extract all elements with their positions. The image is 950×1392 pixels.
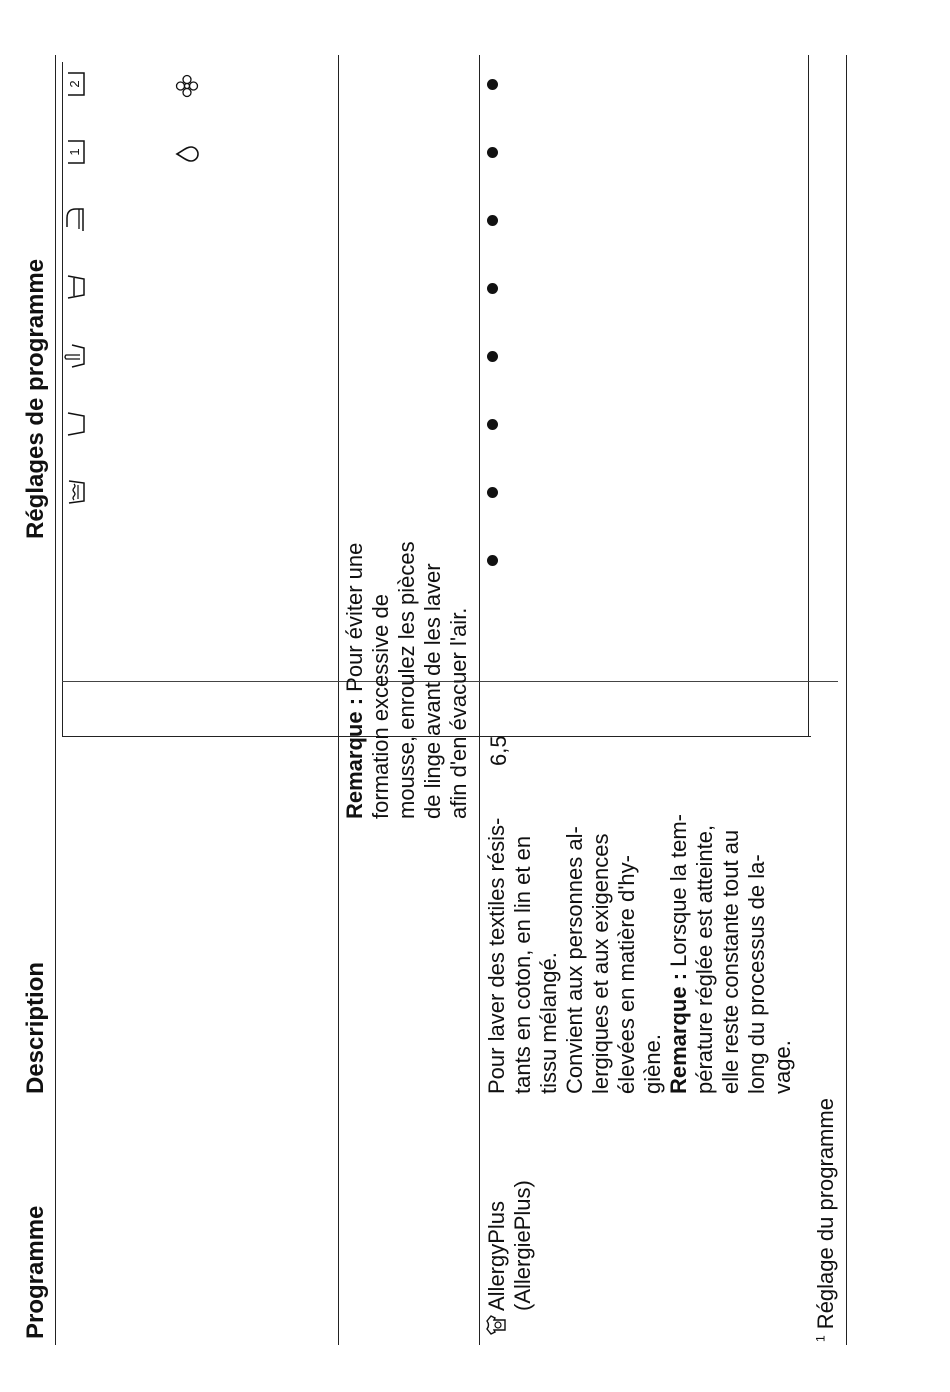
row2-programme-name bbox=[484, 1180, 536, 1311]
row2-desc-line: giène. bbox=[640, 1034, 665, 1094]
row1-note-line: Pour éviter une bbox=[342, 542, 367, 698]
settings-header: Réglages de programme bbox=[22, 258, 49, 539]
setting-bullet bbox=[487, 215, 498, 226]
row2-note-line: pérature réglée est atteinte, bbox=[692, 824, 717, 1094]
description-header: Description bbox=[22, 961, 49, 1094]
row2-desc-line: Convient aux personnes al- bbox=[562, 826, 587, 1094]
footnote-border bbox=[846, 55, 847, 1345]
option-1-icon bbox=[60, 137, 90, 167]
row2-note-line: long du processus de la- bbox=[744, 854, 769, 1094]
row1-note-line: mousse, enroulez les pièces bbox=[394, 541, 419, 819]
svg-text:2: 2 bbox=[67, 80, 82, 88]
row2-note-line: vage. bbox=[770, 1040, 795, 1094]
row1-note bbox=[342, 541, 472, 819]
programme-header: Programme bbox=[22, 1205, 49, 1339]
row2-note-line: elle reste constante tout au bbox=[718, 829, 743, 1094]
row2-programme-line1: AllergyPlus bbox=[484, 1200, 509, 1311]
eco-bowl-icon bbox=[60, 477, 90, 507]
row2-desc-line: lergiques et aux exigences bbox=[588, 833, 613, 1094]
setting-bullet bbox=[487, 419, 498, 430]
row1-note-line: de linge avant de les laver bbox=[420, 563, 445, 819]
footnote-mark: 1 bbox=[813, 1335, 828, 1342]
row2-load-value: 6,5 bbox=[486, 735, 511, 766]
soak-bowl-icon bbox=[60, 272, 90, 302]
row1-note-line: formation excessive de bbox=[368, 594, 393, 819]
row2-desc-line: Pour laver des textiles résis- bbox=[484, 817, 509, 1094]
row2-note-label: Remarque : bbox=[666, 972, 691, 1094]
hand-wash-icon bbox=[60, 341, 90, 371]
setting-bullet bbox=[487, 283, 498, 294]
row2-desc-line: tissu mélangé. bbox=[536, 952, 561, 1094]
row2-description bbox=[484, 814, 796, 1094]
table-top-border bbox=[55, 55, 56, 1345]
setting-bullet bbox=[487, 351, 498, 362]
setting-bullet bbox=[487, 487, 498, 498]
row-divider-2 bbox=[479, 55, 480, 1345]
footnote bbox=[813, 1098, 839, 1342]
row2-note-line: Lorsque la tem- bbox=[666, 813, 691, 973]
flower-icon bbox=[174, 73, 200, 99]
setting-bullet bbox=[487, 555, 498, 566]
row1-note-label: Remarque : bbox=[342, 697, 367, 819]
bowl-icon bbox=[60, 409, 90, 439]
row1-note-line: afin d'en évacuer l'air. bbox=[446, 607, 471, 819]
table-bottom-border bbox=[808, 55, 809, 737]
row2-programme-line2: (AllergiePlus) bbox=[510, 1180, 535, 1311]
setting-bullet bbox=[487, 79, 498, 90]
row2-desc-line: tants en coton, en lin et en bbox=[510, 835, 535, 1094]
setting-bullet bbox=[487, 147, 498, 158]
water-drop-icon bbox=[174, 141, 200, 167]
svg-text:1: 1 bbox=[67, 148, 82, 156]
allergy-shirt-icon bbox=[484, 1313, 508, 1337]
footnote-text: Réglage du programme bbox=[813, 1098, 838, 1330]
option-2-icon bbox=[60, 69, 90, 99]
row2-desc-line: élevées en matière d'hy- bbox=[614, 855, 639, 1094]
row-divider-1 bbox=[338, 55, 339, 1345]
iron-icon bbox=[60, 205, 90, 235]
